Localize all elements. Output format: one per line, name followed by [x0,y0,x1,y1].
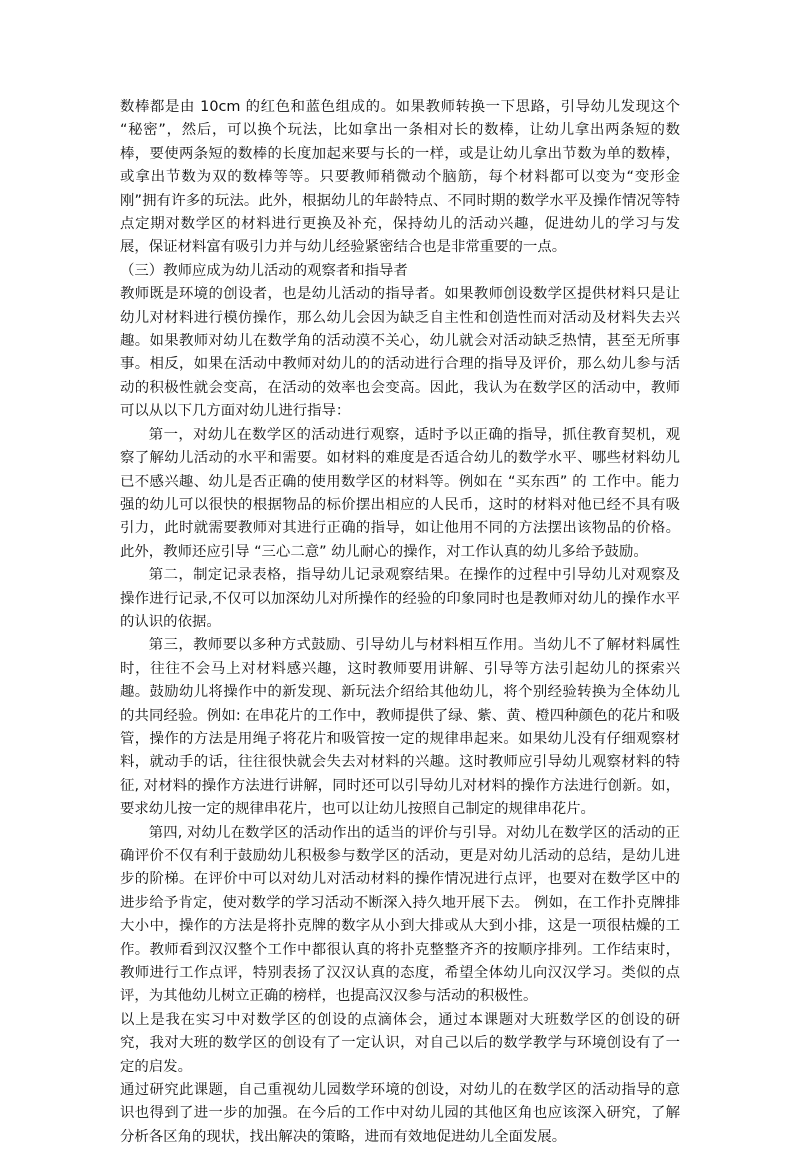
paragraph-outlook: 通过研究此课题，自己重视幼儿园数学环境的创设，对幼儿的在数学区的活动指导的意识也得到了进一步的加强。在今后的工作中对幼儿园的其他区角也应该深入研究，了解分析各区角的现状，找出解决的策略，进而有效地促进幼儿全面发展。 [120,1082,680,1145]
paragraph-conclusion: 以上是我在实习中对数学区的创设的点滴体会，通过本课题对大班数学区的创设的研究，我对大班的数学区的创设有了一定认识，对自己以后的数学教学与环境创设有了一定的启发。 [120,1011,680,1075]
paragraph-teacher-role: 教师既是环境的创设者，也是幼儿活动的指导者。如果教师创设数学区提供材料只是让幼儿对材料进行模仿操作，那么幼儿会因为缺乏自主性和创造性而对活动及材料失去兴趣。如果教师对幼儿在数学角的活动漠不关心，幼儿就会对活动缺乏热情，甚至无所事事。相反，如果在活动中教师对幼儿的的活动进行合理的指导及评价，那么幼儿参与活动的积极性就会变高，在活动的效率也会变高。因此，我认为在数学区的活动中，教师可以从以下几方面对幼儿进行指导： [120,286,680,420]
document-body [120,96,680,1149]
section-heading-3: （三）教师应成为幼儿活动的观察者和指导者 [120,262,408,279]
paragraph-first-point: 第一，对幼儿在数学区的活动进行观察，适时予以正确的指导，抓住教育契机，观察了解幼儿活动的水平和需要。如材料的难度是否适合幼儿的数学水平、哪些材料幼儿已不感兴趣、幼儿是否正确的使用数学区的材料等。例如在 “买东西” 的 工作中。能力强的幼儿可以很快的根据物品的标价摆出相应的人民币，这时的材料对他已经不具有吸引力，此时就需要教师对其进行正确的指导，如让他用不同的方法摆出该物品的价格。此外，教师还应引导 “三心二意” 幼儿耐心的操作，对工作认真的幼儿多给予鼓励。 [120,426,680,560]
paragraph-second-point: 第二，制定记录表格，指导幼儿记录观察结果。在操作的过程中引导幼儿对观察及操作进行记录,不仅可以加深幼儿对所操作的经验的印象同时也是教师对幼儿的操作水平的认识的依据。 [120,567,680,630]
paragraph-materials: 数棒都是由 10cm 的红色和蓝色组成的。如果教师转换一下思路，引导幼儿发现这个 “秘密”，然后，可以换个玩法，比如拿出一条相对长的数棒，让幼儿拿出两条短的数棒，要使两条短的数棒的长度加起来要与长的一样，或是让幼儿拿出节数为单的数棒，或拿出节数为双的数棒等等。只要教师稍微动个脑筋，每个材料都可以变为“变形金刚”拥有许多的玩法。此外，根据幼儿的年龄特点、不同时期的数学水平及操作情况等特点定期对数学区的材料进行更换及补充，保持幼儿的活动兴趣，促进幼儿的学习与发展，保证材料富有吸引力并与幼儿经验紧密结合也是非常重要的一点。 [120,99,680,256]
paragraph-fourth-point: 第四, 对幼儿在数学区的活动作出的适当的评价与引导。对幼儿在数学区的活动的正确评价不仅有利于鼓励幼儿积极参与数学区的活动，更是对幼儿活动的总结，是幼儿进步的阶梯。在评价中可以对幼儿对活动材料的操作情况进行点评，也要对在数学区中的进步给予肯定，使对数学的学习活动不断深入持久地开展下去。 例如，在工作扑克牌排大小中，操作的方法是将扑克牌的数字从小到大排或从大到小排，这是一项很枯燥的工作。教师看到汉汉整个工作中都很认真的将扑克整整齐齐的按顺序排列。工作结束时，教师进行工作点评，特别表扬了汉汉认真的态度，希望全体幼儿向汉汉学习。类似的点评，为其他幼儿树立正确的榜样，也提高汉汉参与活动的积极性。 [120,824,680,1005]
paragraph-third-point: 第三，教师要以多种方式鼓励、引导幼儿与材料相互作用。当幼儿不了解材料属性时，往往不会马上对材料感兴趣，这时教师要用讲解、引导等方法引起幼儿的探索兴趣。鼓励幼儿将操作中的新发现、新玩法介绍给其他幼儿，将个别经验转换为全体幼儿的共同经验。例如: 在串花片的工作中，教师提供了绿、紫、黄、橙四种颜色的花片和吸管，操作的方法是用绳子将花片和吸管按一定的规律串起来。如果幼儿没有仔细观察材料，就动手的话，往往很快就会失去对材料的兴趣。这时教师应引导幼儿观察材料的特征, 对材料的操作方法进行讲解，同时还可以引导幼儿对材料的操作方法进行创新。如，要求幼儿按一定的规律串花片，也可以让幼儿按照自己制定的规律串花片。 [120,637,680,818]
